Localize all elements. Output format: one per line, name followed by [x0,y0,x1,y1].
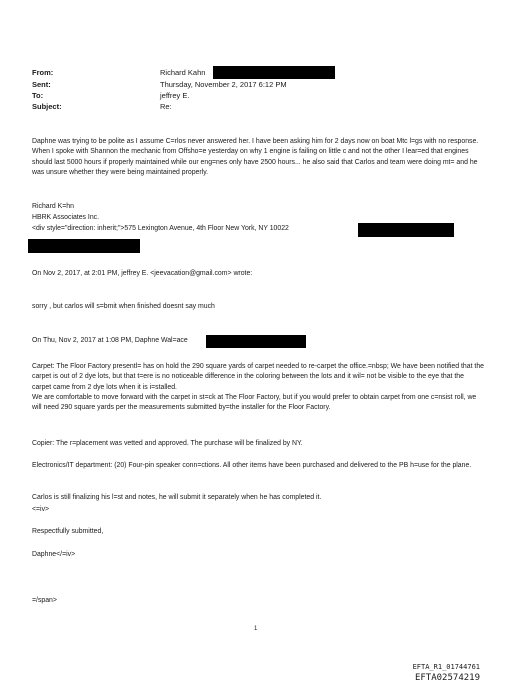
quote-header: On Nov 2, 2017, at 2:01 PM, jeffrey E. <jeevacation@gmail.com> wrote: [32,270,253,277]
carpet-paragraph: Carpet: The Floor Factory presentl= has on hold the 290 square yards of carpet needed to re-carpet the office.=nbsp; We have been notified that the carpet is out of 2 dye lots, but that t=ere is no noticeable difference in the coloring between the lots and it wil= not be visible to the eye that the carpet came from 2 dye lots when it is i=stalled. [32,363,485,391]
document-id-secondary: EFTA02574219 [414,673,480,683]
quote-header: On Thu, Nov 2, 2017 at 1:08 PM, Daphne Wal=ace [32,337,188,344]
body-paragraph: Daphne was trying to be polite as I assume C=rlos never answered her. I have been asking him for 2 days now on boat Mtc l=gs with no response. When I spoke with Shannon the mechanic from Offsho=e yesterday on why 1 engine is failing on little c and not the other I lear=ed that engines should last 5000 hours if properly maintained while our eng=nes only have 2500 hours... he also said that Carlos and team were doing mt= and he was unsure whether they were being maintained properly. [32,138,479,177]
sent-value: Thursday, November 2, 2017 6:12 PM [160,80,287,89]
quote-body: sorry , but carlos will s=bmit when finished doesnt say much [32,303,215,310]
page-number: 1 [254,626,258,632]
signature-address: <div style="direction: inherit;">575 Lexington Avenue, 4th Floor New York, NY 10022 [32,225,289,232]
sent-label: Sent: [32,80,51,89]
copier-paragraph: Copier: The r=placement was vetted and approved. The purchase will be finalized by NY. [32,440,303,447]
signature-company: HBRK Associates Inc. [32,214,100,221]
sender-signature: Daphne</=iv> [32,551,76,558]
subject-value: Re: [160,102,172,111]
redaction-box [206,335,306,348]
from-label: From: [32,68,54,77]
redaction-box [28,239,140,253]
carpet-paragraph-2: We are comfortable to move forward with the carpet in st=ck at The Floor Factory, but if you would prefer to obtain carpet from one c=nsist roll, we will need 290 square yards per the measurements submitted by=the installer for the Floor Factory. [32,394,477,412]
redaction-box [213,66,335,79]
electronics-paragraph: Electronics/IT department: (20) Four-pin speaker conn=ctions. All other items have been purchased and delivered to the PB h=use for the plane. [32,462,472,469]
div-close-text: <=iv> [32,506,50,513]
to-value: jeffrey E. [160,91,190,100]
redaction-box [358,223,454,237]
signature-name: Richard K=hn [32,203,74,210]
closing-text: Respectfully submitted, [32,528,104,535]
to-label: To: [32,91,44,100]
span-close-text: =/span> [32,597,57,604]
carlos-paragraph: Carlos is still finalizing his l=st and notes, he will submit it separately when he has completed it. [32,494,322,501]
document-id: EFTA_R1_01744761 [412,663,480,671]
subject-label: Subject: [32,102,62,111]
from-value: Richard Kahn [160,68,206,77]
